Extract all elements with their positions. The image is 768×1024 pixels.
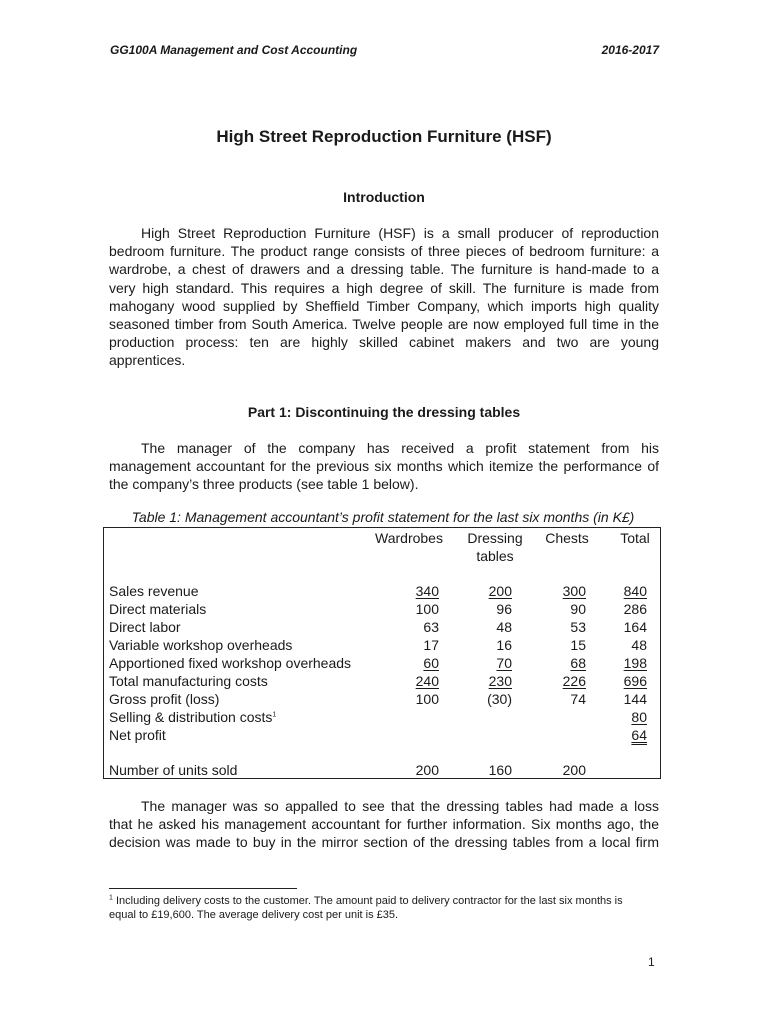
part1-line: the company’s three products (see table 1 below). [109, 476, 419, 493]
intro-line: apprentices. [109, 352, 186, 369]
cell-total: 144 [623, 691, 647, 707]
cell-chests: 68 [570, 655, 586, 671]
cell-dressing: 96 [496, 601, 512, 617]
column-header-dressing-tables: tables [476, 548, 514, 564]
row-label-gross-profit: Gross profit (loss) [109, 691, 220, 707]
intro-line: production process: ten are highly skilled cabinet makers and two are young [109, 334, 659, 351]
part1-heading: Part 1: Discontinuing the dressing tables [247, 404, 521, 420]
intro-line: bedroom furniture. The product range consists of three pieces of bedroom furniture: a [109, 243, 659, 260]
column-header-total: Total [620, 530, 650, 546]
cell-total: 164 [623, 619, 647, 635]
intro-line: wardrobe, a chest of drawers and a dressing table. The furniture is hand-made to a [109, 261, 659, 278]
introduction-paragraph [109, 224, 659, 370]
cell-wardrobes: 100 [415, 691, 439, 707]
cell-chests: 200 [562, 762, 586, 778]
footnote-line: Including delivery costs to the customer. The amount paid to delivery contractor for the last six months is [115, 895, 623, 907]
row-label-variable-overheads: Variable workshop overheads [109, 637, 293, 653]
intro-line: mahogany wood supplied by Sheffield Timber Company, which imports high quality [109, 297, 659, 314]
cell-dressing: (30) [487, 691, 512, 707]
cell-total: 286 [623, 601, 647, 617]
footnote-line: equal to £19,600. The average delivery cost per unit is £35. [109, 909, 399, 921]
page-number: 1 [648, 955, 655, 969]
part1-paragraph-2 [109, 797, 659, 852]
row-label-selling-distribution [109, 708, 276, 726]
row-label-fixed-overheads: Apportioned fixed workshop overheads [109, 655, 352, 671]
cell-wardrobes: 63 [423, 619, 439, 635]
footnote [109, 894, 661, 922]
cell-chests: 53 [570, 619, 586, 635]
cell-wardrobes: 60 [423, 655, 439, 671]
table1-caption: Table 1: Management accountant’s profit statement for the last six months (in K£) [131, 509, 635, 525]
intro-line: seasoned timber from South America. Twelve people are now employed full time in the [109, 316, 659, 333]
footnote-separator [109, 888, 297, 889]
document-title: High Street Reproduction Furniture (HSF) [216, 127, 552, 146]
cell-dressing: 230 [488, 673, 512, 689]
cell-chests: 300 [562, 583, 586, 599]
cell-chests: 74 [570, 691, 586, 707]
row-label-units-sold: Number of units sold [109, 762, 238, 778]
column-header-wardrobes: Wardrobes [375, 530, 443, 546]
cell-total: 64 [631, 727, 647, 743]
cell-total: 48 [631, 637, 647, 653]
row-label-text: Selling & distribution costs [109, 709, 273, 725]
introduction-heading: Introduction [343, 189, 425, 205]
cell-wardrobes: 240 [415, 673, 439, 689]
course-header: GG100A Management and Cost Accounting [110, 43, 358, 57]
cell-chests: 226 [562, 673, 586, 689]
cell-wardrobes: 200 [415, 762, 439, 778]
row-label-sales-revenue: Sales revenue [109, 583, 199, 599]
cell-dressing: 200 [488, 583, 512, 599]
part1-line: that he asked his management accountant for further information. Six months ago, the [109, 816, 659, 833]
row-label-total-manufacturing: Total manufacturing costs [109, 673, 268, 689]
cell-wardrobes: 17 [423, 637, 439, 653]
cell-dressing: 16 [496, 637, 512, 653]
cell-wardrobes: 340 [415, 583, 439, 599]
part1-line: The manager was so appalled to see that the dressing tables had made a loss [141, 798, 659, 814]
intro-line: High Street Reproduction Furniture (HSF) is a small producer of reproduction [141, 225, 659, 241]
cell-dressing: 160 [488, 762, 512, 778]
row-label-direct-materials: Direct materials [109, 601, 207, 617]
cell-total: 840 [623, 583, 647, 599]
row-label-direct-labor: Direct labor [109, 619, 181, 635]
part1-line: The manager of the company has received a profit statement from his [141, 440, 659, 456]
footnote-mark: 1 [109, 894, 113, 902]
cell-dressing: 70 [496, 655, 512, 671]
footnote-reference: 1 [272, 711, 277, 719]
part1-line: decision was made to buy in the mirror section of the dressing tables from a local firm [109, 834, 659, 851]
column-header-dressing: Dressing [467, 530, 523, 546]
part1-paragraph-1 [109, 439, 659, 494]
cell-wardrobes: 100 [415, 601, 439, 617]
cell-chests: 15 [570, 637, 586, 653]
column-header-chests: Chests [545, 530, 589, 546]
cell-dressing: 48 [496, 619, 512, 635]
cell-total: 696 [623, 673, 647, 689]
intro-line: very high standard. This requires a high degree of skill. The furniture is made from [109, 279, 659, 296]
row-label-net-profit: Net profit [109, 727, 166, 743]
academic-year: 2016-2017 [601, 43, 659, 57]
cell-total: 80 [631, 709, 647, 725]
part1-line: management accountant for the previous six months which itemize the performance of [109, 458, 659, 475]
cell-total: 198 [623, 655, 647, 671]
cell-chests: 90 [570, 601, 586, 617]
